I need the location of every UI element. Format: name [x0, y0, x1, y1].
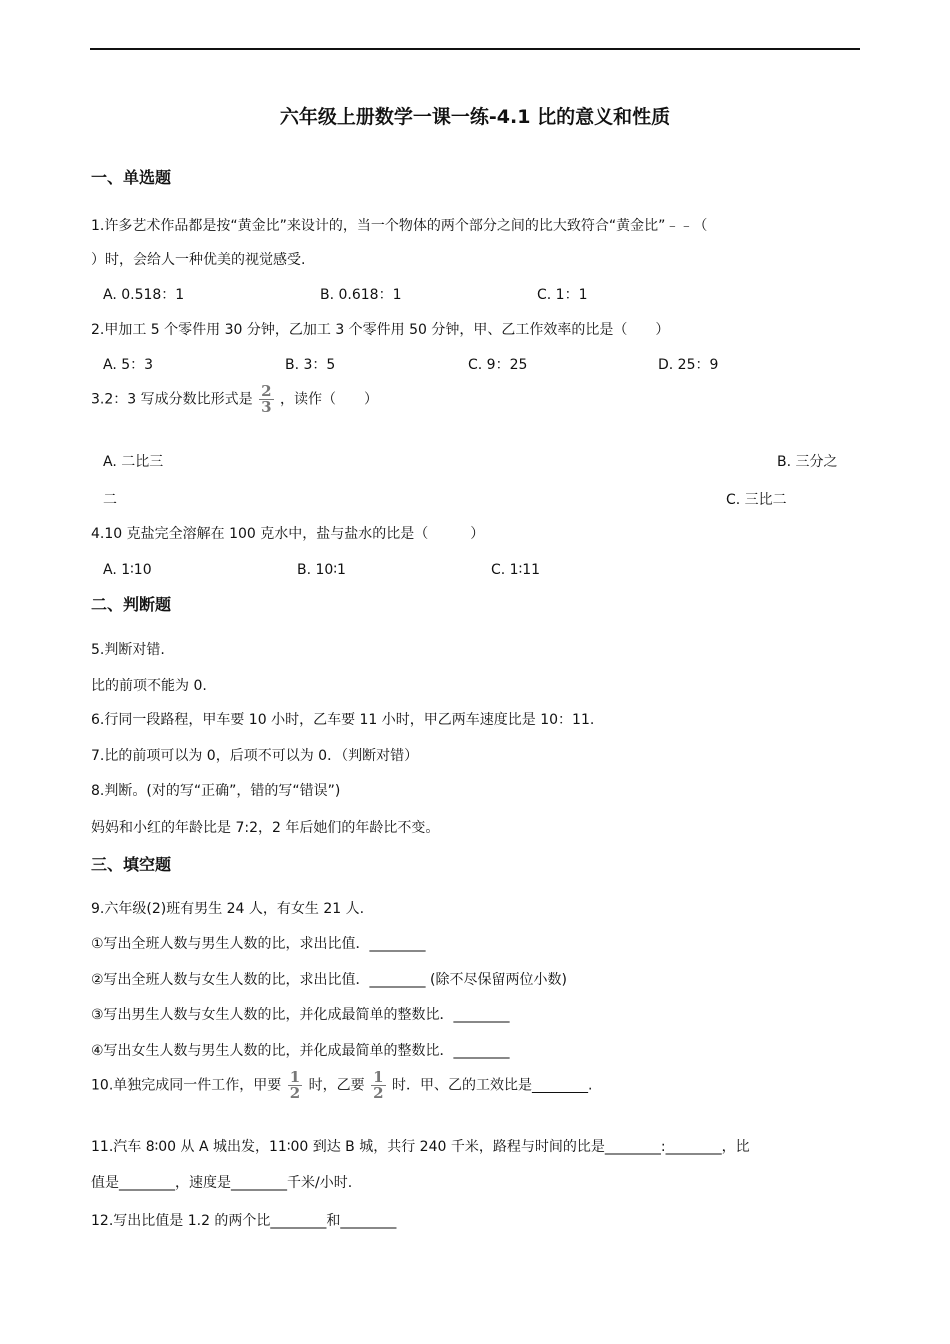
fraction-denominator: 3	[261, 398, 272, 416]
question-3-prefix: 3.2：3 写成分数比形式是	[91, 391, 253, 408]
question-12: 12.写出比值是 1.2 的两个比________和________	[91, 1213, 397, 1229]
page-title: 六年级上册数学一课一练-4.1 比的意义和性质	[279, 106, 671, 128]
question-6: 6.行同一段路程，甲车要 10 小时，乙车要 11 小时，甲乙两车速度比是 10：11.	[91, 712, 595, 728]
question-9-stem: 9.六年级(2)班有男生 24 人，有女生 21 人.	[91, 901, 365, 917]
question-3-option-b[interactable]: B. 三分之	[777, 454, 838, 470]
question-3	[91, 384, 378, 415]
question-5-line-1: 5.判断对错.	[91, 642, 165, 658]
header-rule	[90, 48, 860, 50]
question-1-option-a[interactable]: A. 0.518：1	[103, 287, 185, 303]
question-9-part-1: ①写出全班人数与男生人数的比，求出比值．________	[91, 936, 426, 952]
fraction-one-half-a	[288, 1070, 302, 1101]
section-heading-single-choice: 一、单选题	[91, 168, 172, 187]
question-4-option-c[interactable]: C. 1∶11	[491, 562, 541, 578]
question-9-part-2: ②写出全班人数与女生人数的比，求出比值．________ (除不尽保留两位小数)	[91, 972, 567, 988]
question-8-line-1: 8.判断。(对的写“正确”，错的写“错误”)	[91, 783, 341, 799]
question-2-option-c[interactable]: C. 9：25	[468, 357, 528, 373]
question-10-prefix: 10.单独完成同一件工作，甲要	[91, 1077, 282, 1094]
question-1-option-c[interactable]: C. 1：1	[537, 287, 588, 303]
question-1-option-b[interactable]: B. 0.618：1	[320, 287, 402, 303]
section-heading-fill-in: 三、填空题	[91, 855, 172, 874]
fraction-denominator: 2	[373, 1084, 384, 1102]
question-9-part-4: ④写出女生人数与男生人数的比，并化成最简单的整数比．________	[91, 1043, 510, 1059]
question-5-line-2: 比的前项不能为 0.	[91, 678, 207, 694]
question-2: 2.甲加工 5 个零件用 30 分钟，乙加工 3 个零件用 50 分钟，甲、乙工作效率的比是（ ）	[91, 322, 670, 338]
fraction-numerator: 2	[261, 382, 272, 400]
question-10-middle: 时，乙要	[308, 1077, 365, 1094]
question-9-part-3: ③写出男生人数与女生人数的比，并化成最简单的整数比．________	[91, 1007, 510, 1023]
fraction-denominator: 2	[289, 1084, 301, 1102]
question-4-option-a[interactable]: A. 1∶10	[103, 562, 152, 578]
question-3-suffix: ，读作（ ）	[279, 391, 378, 408]
question-3-option-a[interactable]: A. 二比三	[103, 454, 164, 470]
question-4-option-b[interactable]: B. 10∶1	[297, 562, 346, 578]
fraction-two-thirds	[259, 384, 273, 415]
question-8-line-2: 妈妈和小红的年龄比是 7:2，2 年后她们的年龄比不变。	[91, 820, 440, 836]
question-4: 4.10 克盐完全溶解在 100 克水中，盐与盐水的比是（ ）	[91, 526, 485, 542]
question-10	[91, 1070, 592, 1101]
question-2-option-d[interactable]: D. 25：9	[658, 357, 719, 373]
question-3-option-c[interactable]: C. 三比二	[726, 492, 787, 508]
question-7: 7.比的前项可以为 0，后项不可以为 0．（判断对错）	[91, 748, 419, 764]
question-2-option-b[interactable]: B. 3：5	[285, 357, 336, 373]
question-2-option-a[interactable]: A. 5：3	[103, 357, 154, 373]
question-3-option-b-wrap[interactable]: 二	[103, 492, 117, 508]
question-1-line-1: 1.许多艺术作品都是按“黄金比”来设计的，当一个物体的两个部分之间的比大致符合“黄金比”﹣﹣（	[91, 218, 708, 234]
question-11-line-1: 11.汽车 8∶00 从 A 城出发，11∶00 到达 B 城，共行 240 千米，路程与时间的比是________:________，比	[91, 1139, 750, 1155]
fraction-numerator: 1	[373, 1068, 384, 1086]
fraction-numerator: 1	[289, 1068, 301, 1086]
fraction-one-half-b	[371, 1070, 385, 1101]
question-11-line-2: 值是________，速度是________千米/小时.	[91, 1175, 353, 1191]
section-heading-true-false: 二、判断题	[91, 595, 172, 614]
question-1-line-2: ）时，会给人一种优美的视觉感受.	[91, 252, 306, 268]
question-10-suffix: 时．甲、乙的工效比是________.	[391, 1077, 593, 1094]
